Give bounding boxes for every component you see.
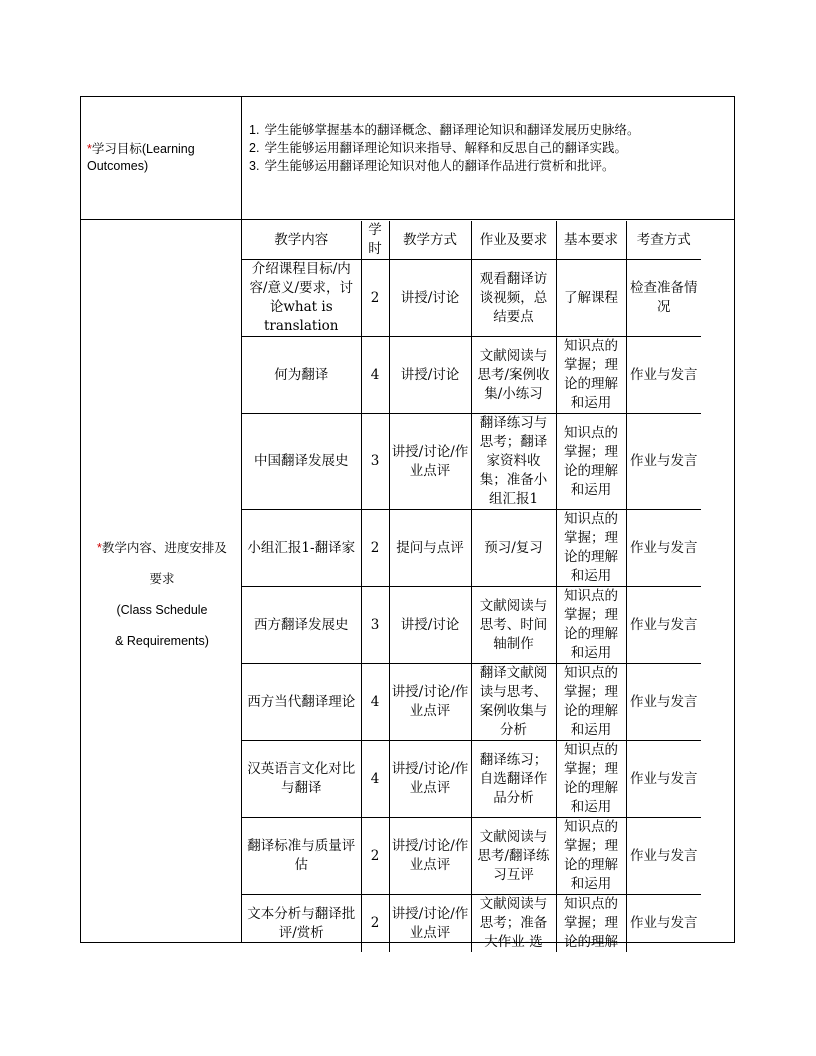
table-row bbox=[242, 587, 701, 664]
header-method: 教学方式 bbox=[389, 221, 471, 260]
header-hours: 学时 bbox=[361, 221, 389, 260]
cell-content: 何为翻译 bbox=[242, 337, 361, 414]
schedule-header-row bbox=[242, 221, 701, 260]
cell-basic: 了解课程 bbox=[556, 260, 626, 337]
schedule-label-zh-line1: *教学内容、进度安排及 bbox=[97, 541, 227, 555]
outcome-text: 学生能够掌握基本的翻译概念、翻译理论知识和翻译发展历史脉络。 bbox=[264, 122, 640, 137]
cell-hours: 2 bbox=[361, 260, 389, 337]
cell-basic: 知识点的掌握；理论的理解和运用 bbox=[556, 337, 626, 414]
outcome-item bbox=[249, 121, 729, 139]
cell-homework: 文献阅读与思考/翻译练习互评 bbox=[471, 818, 556, 895]
cell-basic: 知识点的掌握；理论的理解和运用 bbox=[556, 664, 626, 741]
cell-method: 讲授/讨论/作业点评 bbox=[389, 895, 471, 953]
schedule-table bbox=[242, 221, 701, 952]
cell-assessment: 作业与发言 bbox=[626, 337, 701, 414]
outcome-number: 1. bbox=[249, 123, 260, 137]
cell-hours: 3 bbox=[361, 414, 389, 510]
table-row bbox=[242, 337, 701, 414]
cell-content: 文本分析与翻译批评/赏析 bbox=[242, 895, 361, 953]
cell-homework: 文献阅读与思考/案例收集/小练习 bbox=[471, 337, 556, 414]
cell-basic: 知识点的掌握；理论的理解和运用 bbox=[556, 587, 626, 664]
outcome-text: 学生能够运用翻译理论知识来指导、解释和反思自己的翻译实践。 bbox=[264, 140, 627, 155]
learning-outcomes-label-en: (Learning Outcomes) bbox=[87, 142, 195, 173]
row-divider bbox=[81, 219, 734, 220]
table-row bbox=[242, 414, 701, 510]
cell-hours: 4 bbox=[361, 337, 389, 414]
header-assessment: 考查方式 bbox=[626, 221, 701, 260]
cell-hours: 3 bbox=[361, 587, 389, 664]
header-basic-requirement: 基本要求 bbox=[556, 221, 626, 260]
table-row bbox=[242, 818, 701, 895]
cell-basic: 知识点的掌握；理论的理解和运用 bbox=[556, 741, 626, 818]
cell-content: 翻译标准与质量评估 bbox=[242, 818, 361, 895]
cell-content: 西方翻译发展史 bbox=[242, 587, 361, 664]
required-mark: * bbox=[87, 142, 92, 156]
cell-method: 讲授/讨论/作业点评 bbox=[389, 414, 471, 510]
cell-basic: 知识点的掌握；理论的理解 bbox=[556, 895, 626, 953]
cell-method: 讲授/讨论 bbox=[389, 260, 471, 337]
outcome-text: 学生能够运用翻译理论知识对他人的翻译作品进行赏析和批评。 bbox=[264, 158, 615, 173]
cell-method: 提问与点评 bbox=[389, 510, 471, 587]
cell-homework: 文献阅读与思考；准备大作业-选 bbox=[471, 895, 556, 953]
learning-outcomes-list bbox=[249, 121, 729, 175]
cell-hours: 2 bbox=[361, 895, 389, 953]
outcome-item bbox=[249, 139, 729, 157]
cell-hours: 4 bbox=[361, 741, 389, 818]
cell-hours: 2 bbox=[361, 510, 389, 587]
cell-assessment: 作业与发言 bbox=[626, 664, 701, 741]
cell-content: 汉英语言文化对比与翻译 bbox=[242, 741, 361, 818]
cell-assessment: 作业与发言 bbox=[626, 818, 701, 895]
cell-homework: 观看翻译访谈视频，总结要点 bbox=[471, 260, 556, 337]
header-homework: 作业及要求 bbox=[471, 221, 556, 260]
required-mark: * bbox=[97, 541, 102, 555]
table-row bbox=[242, 664, 701, 741]
cell-basic: 知识点的掌握；理论的理解和运用 bbox=[556, 510, 626, 587]
cell-basic: 知识点的掌握；理论的理解和运用 bbox=[556, 818, 626, 895]
schedule-label-en-line2: & Requirements) bbox=[115, 634, 209, 648]
cell-homework: 翻译练习与思考；翻译家资料收集；准备小组汇报1 bbox=[471, 414, 556, 510]
learning-outcomes-label-zh: 学习目标 bbox=[91, 142, 142, 156]
outcome-number: 3. bbox=[249, 159, 260, 173]
cell-homework: 翻译练习；自选翻译作品分析 bbox=[471, 741, 556, 818]
cell-basic: 知识点的掌握；理论的理解和运用 bbox=[556, 414, 626, 510]
cell-content: 小组汇报1-翻译家 bbox=[242, 510, 361, 587]
cell-hours: 2 bbox=[361, 818, 389, 895]
table-row bbox=[242, 741, 701, 818]
cell-content: 西方当代翻译理论 bbox=[242, 664, 361, 741]
learning-outcomes-label bbox=[87, 141, 237, 175]
outcome-number: 2. bbox=[249, 141, 260, 155]
cell-hours: 4 bbox=[361, 664, 389, 741]
cell-method: 讲授/讨论/作业点评 bbox=[389, 741, 471, 818]
cell-method: 讲授/讨论/作业点评 bbox=[389, 818, 471, 895]
cell-assessment: 作业与发言 bbox=[626, 895, 701, 953]
table-row bbox=[242, 260, 701, 337]
outcome-item bbox=[249, 157, 729, 175]
cell-content: 介绍课程目标/内容/意义/要求，讨论what is translation bbox=[242, 260, 361, 337]
schedule-label bbox=[85, 533, 239, 657]
cell-assessment: 作业与发言 bbox=[626, 510, 701, 587]
table-row bbox=[242, 895, 701, 953]
schedule-label-zh-line2: 要求 bbox=[149, 572, 175, 586]
cell-homework: 预习/复习 bbox=[471, 510, 556, 587]
cell-assessment: 作业与发言 bbox=[626, 741, 701, 818]
schedule-label-en-line1: (Class Schedule bbox=[116, 603, 208, 617]
cell-method: 讲授/讨论 bbox=[389, 337, 471, 414]
cell-homework: 翻译文献阅读与思考、案例收集与分析 bbox=[471, 664, 556, 741]
cell-content: 中国翻译发展史 bbox=[242, 414, 361, 510]
cell-assessment: 作业与发言 bbox=[626, 587, 701, 664]
course-info-table bbox=[80, 96, 735, 950]
table-row bbox=[242, 510, 701, 587]
cell-assessment: 作业与发言 bbox=[626, 414, 701, 510]
cell-assessment: 检查准备情况 bbox=[626, 260, 701, 337]
cell-method: 讲授/讨论 bbox=[389, 587, 471, 664]
cell-homework: 文献阅读与思考、时间轴制作 bbox=[471, 587, 556, 664]
cell-method: 讲授/讨论/作业点评 bbox=[389, 664, 471, 741]
header-content: 教学内容 bbox=[242, 221, 361, 260]
